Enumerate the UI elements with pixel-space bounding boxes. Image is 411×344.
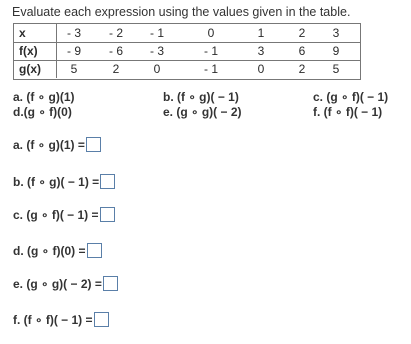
table-row-x — [14, 24, 360, 43]
row-label: x — [14, 24, 57, 42]
table-cell: - 2 — [108, 26, 123, 40]
table-cell: 3 — [257, 44, 265, 58]
table-cell: 2 — [298, 26, 306, 40]
row-label: g(x) — [14, 60, 57, 78]
question-e — [13, 276, 118, 291]
answer-box-c[interactable] — [100, 207, 115, 222]
question-b — [13, 174, 115, 189]
question-label: a. (f ∘ g)(1) = — [13, 137, 85, 152]
question-d — [13, 243, 102, 258]
answer-box-b[interactable] — [100, 174, 115, 189]
question-a — [13, 137, 101, 152]
table-cell: 2 — [112, 62, 120, 76]
table-cell: 5 — [332, 62, 340, 76]
table-cell: 0 — [207, 26, 215, 40]
table-row-g — [14, 60, 360, 78]
question-label: e. (g ∘ g)( − 2) = — [13, 276, 102, 291]
table-cell: - 3 — [149, 44, 164, 58]
question-c — [13, 207, 115, 222]
part-e-label: e. (g ∘ g)( − 2) — [163, 105, 242, 119]
question-label: b. (f ∘ g)( − 1) = — [13, 174, 100, 189]
instruction-text: Evaluate each expression using the values given in the table. — [12, 5, 351, 19]
part-b-label: b. (f ∘ g)( − 1) — [163, 90, 239, 104]
answer-box-e[interactable] — [103, 276, 118, 291]
question-label: d. (g ∘ f)(0) = — [13, 243, 86, 258]
part-a-label: a. (f ∘ g)(1) — [13, 90, 75, 104]
table-cell: - 1 — [203, 62, 218, 76]
part-f-label: f. (f ∘ f)( − 1) — [313, 105, 383, 119]
question-label: c. (g ∘ f)( − 1) = — [13, 207, 99, 222]
table-cell: 9 — [332, 44, 340, 58]
table-cell: 2 — [298, 62, 306, 76]
table-cell: 3 — [332, 26, 340, 40]
part-c-label: c. (g ∘ f)( − 1) — [313, 90, 389, 104]
table-cell: 5 — [70, 62, 78, 76]
table-cell: - 3 — [66, 26, 81, 40]
question-f — [13, 312, 109, 327]
table-cell: 6 — [298, 44, 306, 58]
values-table — [13, 23, 361, 80]
table-cell: 1 — [257, 26, 265, 40]
question-label: f. (f ∘ f)( − 1) = — [13, 312, 93, 327]
table-cell: - 1 — [149, 26, 164, 40]
answer-box-d[interactable] — [87, 243, 102, 258]
part-d-label: d.(g ∘ f)(0) — [13, 105, 72, 119]
table-cell: - 1 — [203, 44, 218, 58]
table-row-f — [14, 42, 360, 61]
table-cell: 0 — [257, 62, 265, 76]
row-label: f(x) — [14, 42, 57, 60]
answer-box-a[interactable] — [86, 137, 101, 152]
table-cell: 0 — [153, 62, 161, 76]
table-cell: - 6 — [108, 44, 123, 58]
table-cell: - 9 — [66, 44, 81, 58]
answer-box-f[interactable] — [94, 312, 109, 327]
